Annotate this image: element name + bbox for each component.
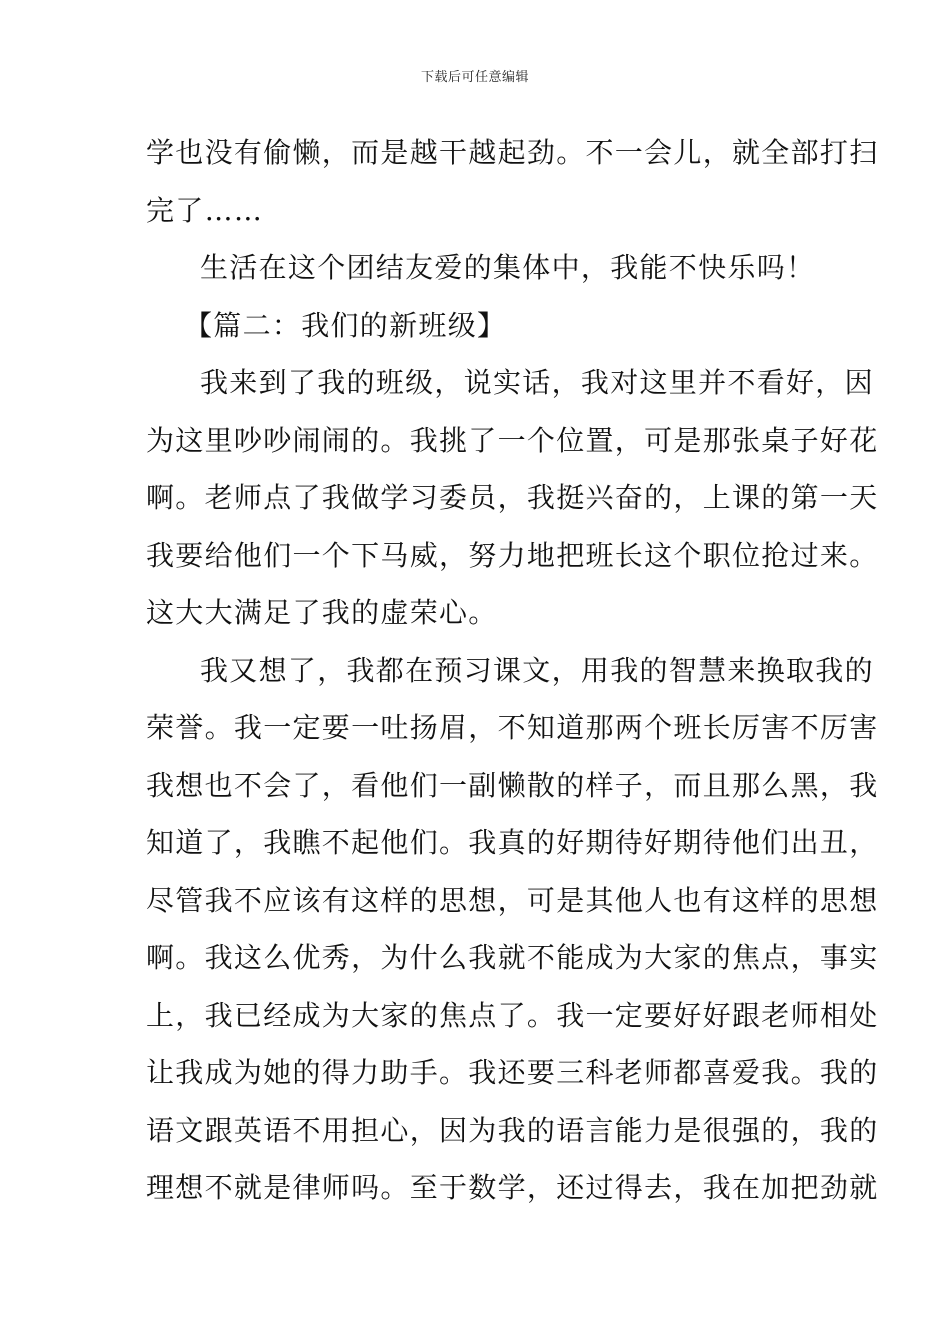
- text-line: 啊。我这么优秀，为什么我就不能成为大家的焦点，事实: [146, 941, 879, 974]
- text-line: 我来到了我的班级，说实话，我对这里并不看好，因: [200, 366, 874, 399]
- text-line: 我又想了，我都在预习课文，用我的智慧来换取我的: [200, 653, 874, 687]
- body-text: [146, 124, 879, 1217]
- text-line: 这大大满足了我的虚荣心。: [146, 596, 498, 629]
- section-heading: 【篇二：我们的新班级】: [184, 308, 507, 342]
- page-header: 下载后可任意编辑: [420, 70, 529, 85]
- text-line: 完了……: [146, 193, 264, 227]
- text-line: 语文跟英语不用担心，因为我的语言能力是很强的，我的: [146, 1113, 879, 1147]
- text-line: 生活在这个团结友爱的集体中，我能不快乐吗！: [200, 251, 816, 284]
- text-line: 理想不就是律师吗。至于数学，还过得去，我在加把劲就: [146, 1171, 879, 1204]
- text-line: 让我成为她的得力助手。我还要三科老师都喜爱我。我的: [146, 1056, 879, 1089]
- text-line: 学也没有偷懒，而是越干越起劲。不一会儿，就全部打扫: [146, 136, 879, 169]
- text-line: 我要给他们一个下马威，努力地把班长这个职位抢过来。: [146, 538, 879, 572]
- text-line: 我想也不会了，看他们一副懒散的样子，而且那么黑，我: [146, 768, 879, 802]
- text-line: 啊。老师点了我做学习委员，我挺兴奋的，上课的第一天: [146, 481, 879, 514]
- text-line: 为这里吵吵闹闹的。我挑了一个位置，可是那张桌子好花: [146, 423, 879, 457]
- text-line: 知道了，我瞧不起他们。我真的好期待好期待他们出丑，: [146, 826, 879, 859]
- text-line: 尽管我不应该有这样的思想，可是其他人也有这样的思想: [146, 883, 879, 917]
- text-line: 荣誉。我一定要一吐扬眉，不知道那两个班长厉害不厉害: [146, 711, 879, 744]
- text-line: 上，我已经成为大家的焦点了。我一定要好好跟老师相处: [146, 998, 879, 1032]
